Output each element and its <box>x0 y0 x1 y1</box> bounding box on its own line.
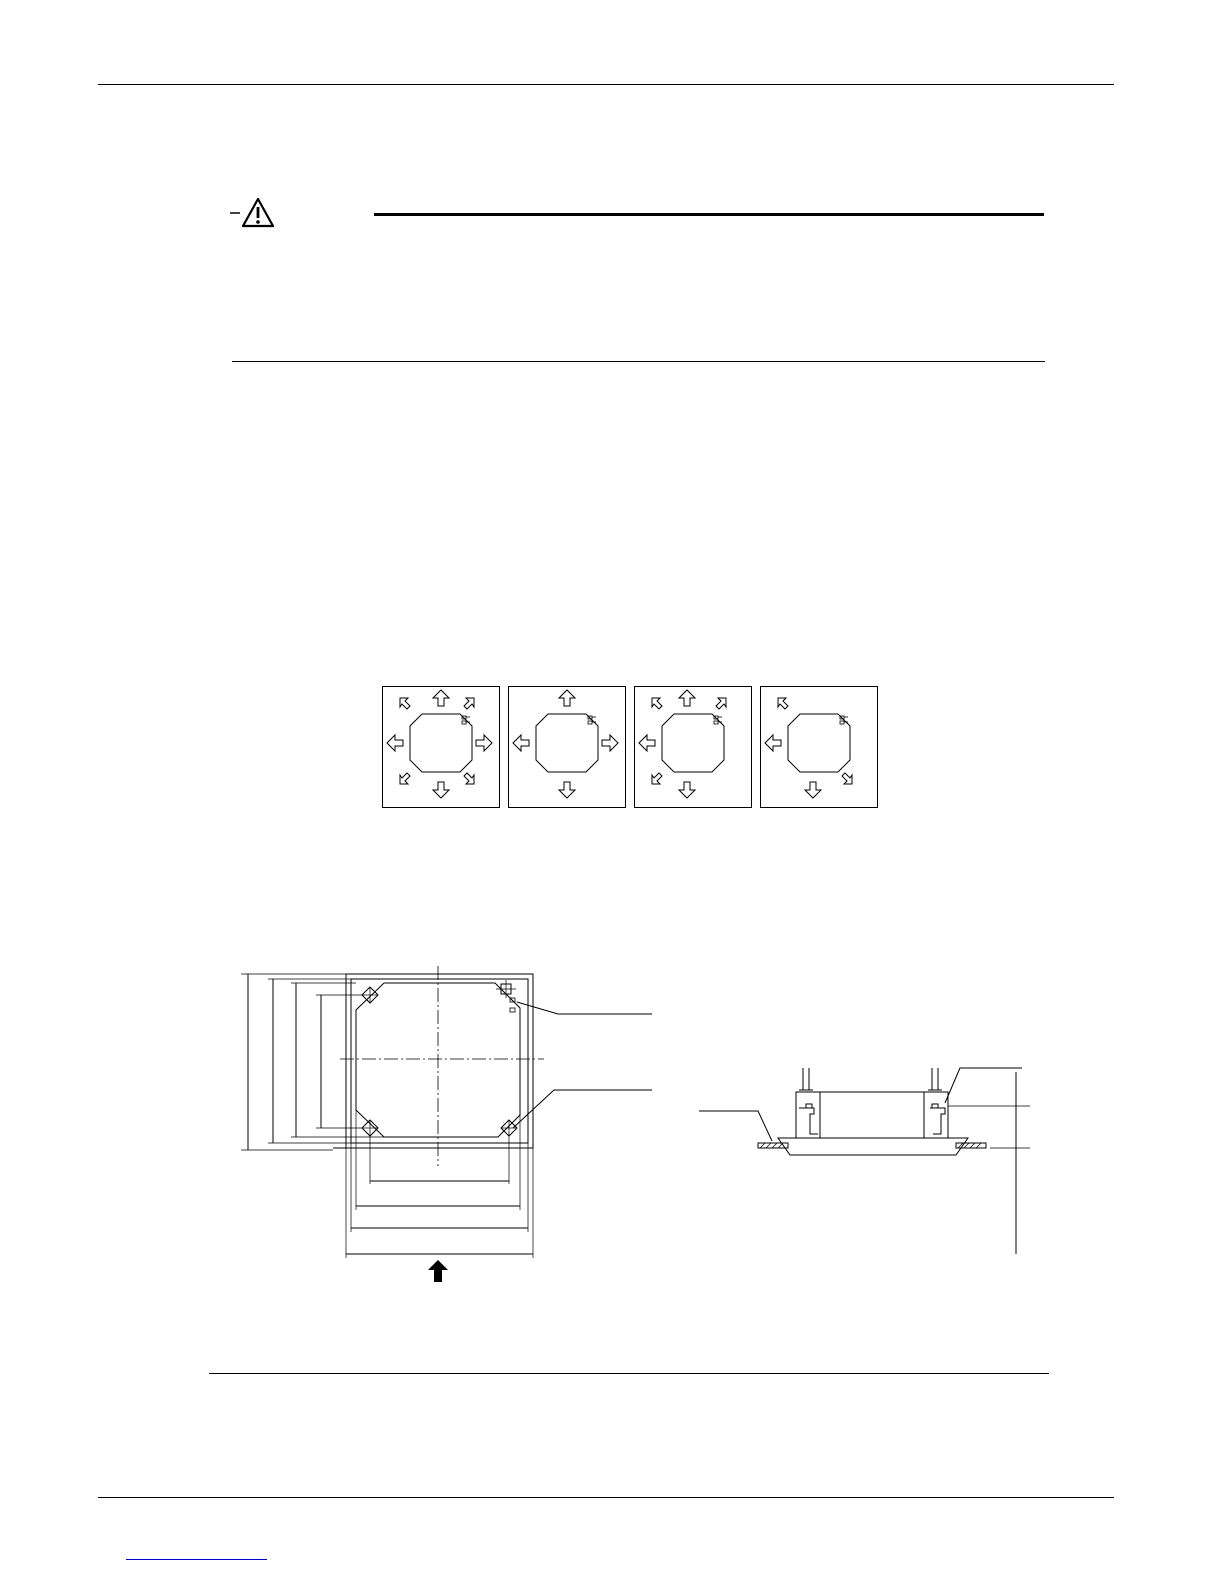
header-rule <box>98 84 1114 85</box>
airflow-pattern-panels <box>382 686 878 810</box>
airflow-panel-3 <box>634 686 752 808</box>
airflow-panel-4 <box>760 686 878 808</box>
airflow-panel-1 <box>382 686 500 808</box>
warning-bottom-rule <box>232 361 1045 362</box>
footer-rule <box>98 1497 1114 1498</box>
ceiling-mount-section-drawing <box>690 1060 1040 1260</box>
warning-icon <box>228 196 276 232</box>
footer-link[interactable] <box>126 1545 267 1560</box>
ceiling-opening-plan-drawing <box>240 964 660 1284</box>
section-end-rule <box>209 1373 1049 1374</box>
up-arrow-icon <box>428 1260 448 1282</box>
airflow-panel-2 <box>508 686 626 808</box>
warning-top-rule <box>374 213 1044 216</box>
